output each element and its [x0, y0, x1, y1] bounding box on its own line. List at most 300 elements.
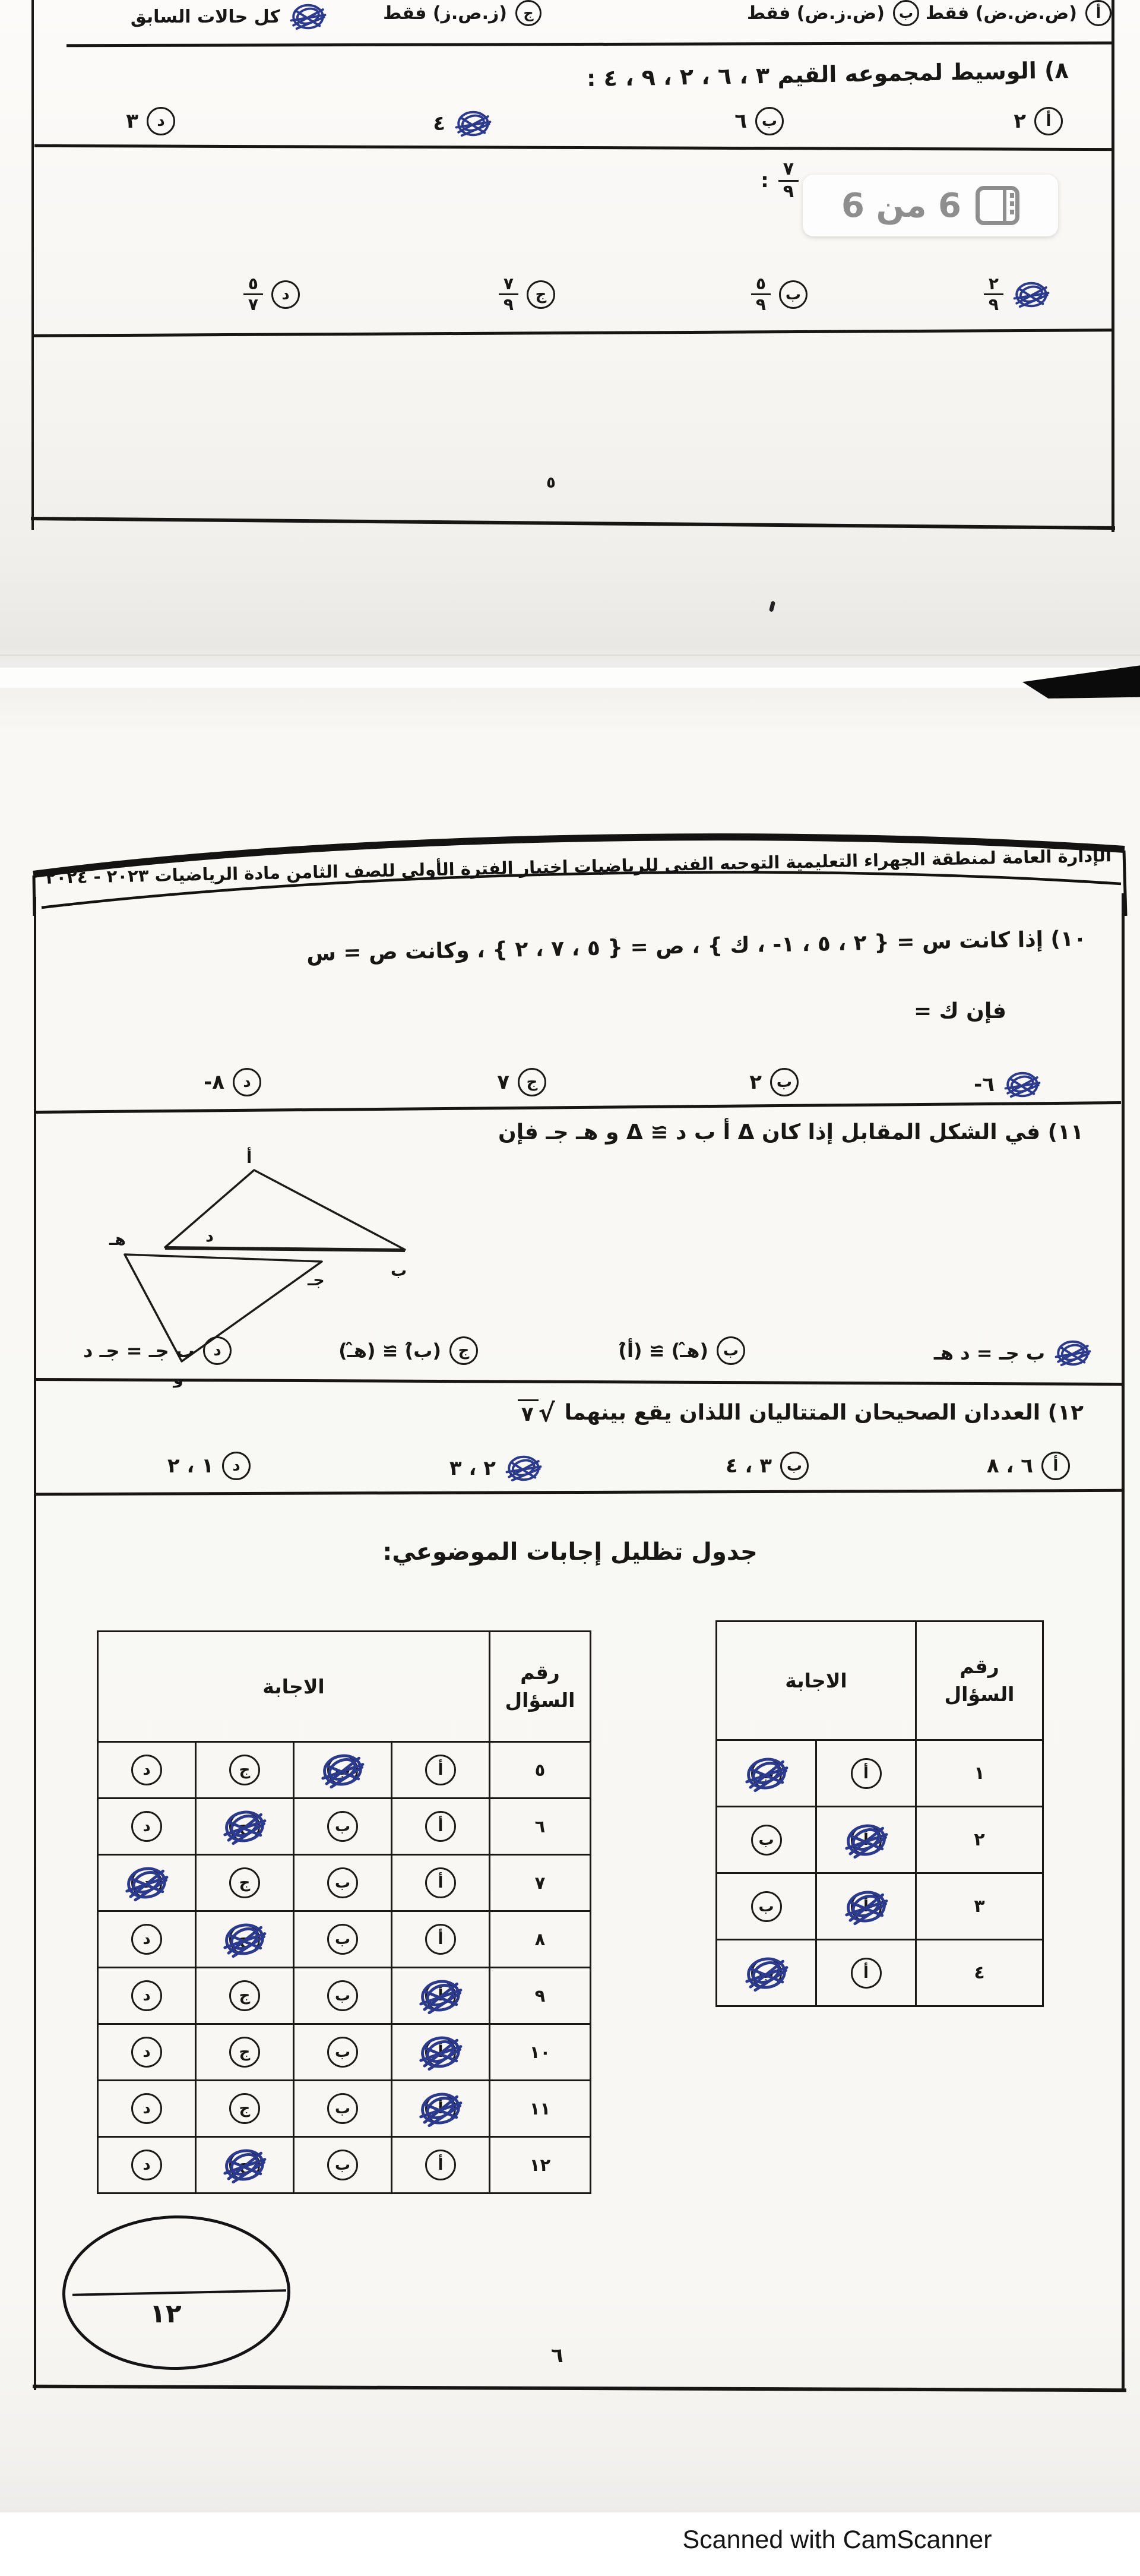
choice-letter-circle — [131, 1755, 162, 1785]
answer-row — [98, 1968, 591, 2024]
choice-letter-circle — [717, 1336, 745, 1365]
choice-letter: د — [142, 2156, 151, 2174]
choice-letter: ج — [239, 1930, 251, 1948]
choice-value: ٢ ، ٣ — [449, 1456, 496, 1480]
choice-value: كل حالات السابق — [130, 6, 280, 27]
choice-letter: أ — [863, 1964, 869, 1982]
question-10-text-2: فإن ك = — [913, 999, 1006, 1023]
choice-letter-circle — [229, 1867, 260, 1898]
fraction-denominator: ٩ — [755, 295, 766, 315]
choice-letter: ج — [239, 2043, 251, 2061]
choice-letter-circle — [518, 1068, 546, 1096]
choice-value: (ز.ص.ز) فقط — [383, 2, 507, 24]
pen-scribble-mark — [217, 2141, 273, 2189]
answer-cell — [294, 1911, 392, 1968]
mc-option-a — [934, 1336, 1092, 1370]
fraction-numerator: ٧ — [499, 274, 518, 295]
table-border-left — [31, 0, 34, 530]
choice-value: ٦- — [974, 1073, 995, 1096]
pen-scribble-mark — [739, 1749, 794, 1797]
choice-letter: ب — [334, 1987, 351, 2005]
choice-letter-circle — [327, 2150, 358, 2180]
fraction-value — [243, 274, 263, 314]
page-indicator-badge[interactable] — [803, 175, 1058, 236]
question-9-lead-fraction — [761, 159, 799, 202]
answer-cell — [98, 1855, 196, 1911]
question-8-text: ٨) الوسيط لمجموعه القيم ٣ ، ٦ ، ٢ ، ٩ ، ٤ : — [587, 57, 1069, 92]
fraction-value — [499, 274, 518, 314]
choice-letter: ب — [758, 1831, 774, 1849]
answer-cell — [717, 1940, 816, 2006]
choice-letter-circle — [233, 1068, 261, 1096]
vertex-label-dal: د — [205, 1227, 214, 1246]
answer-cell — [392, 1968, 490, 2024]
mc-option-j — [497, 1068, 546, 1096]
fraction-numerator: ٢ — [984, 274, 1003, 295]
mc-option-a — [987, 1452, 1070, 1480]
answer-cell — [816, 1807, 916, 1873]
mc-option-a — [926, 0, 1112, 26]
choice-letter: د — [142, 1987, 151, 2005]
answer-row — [98, 2137, 591, 2193]
pen-scribble-mark — [289, 0, 328, 33]
answer-cell — [196, 2137, 294, 2193]
choice-letter: أ — [438, 1987, 444, 2005]
choice-letter-circle — [131, 2037, 162, 2068]
answer-cell — [294, 2137, 392, 2193]
choice-letter: ب — [334, 1818, 351, 1835]
mc-option-d — [204, 1068, 261, 1096]
answer-cell — [196, 1911, 294, 1968]
answer-cell — [717, 1873, 816, 1940]
choice-value: ٢ — [749, 1070, 762, 1094]
question-number-cell: ٢ — [916, 1807, 1043, 1873]
pen-scribble-mark — [1003, 1068, 1042, 1101]
fraction-value — [751, 274, 771, 314]
question-number-cell: ١ — [916, 1740, 1043, 1807]
answer-cell — [196, 2081, 294, 2137]
answer-row — [717, 1873, 1043, 1940]
answer-cell — [196, 2024, 294, 2081]
answer-row — [98, 2081, 591, 2137]
choice-value: ١ ، ٢ — [167, 1454, 214, 1478]
answer-cell — [294, 1799, 392, 1855]
question-number-cell: ٤ — [916, 1940, 1043, 2006]
book-pages-icon — [976, 186, 1019, 225]
selected-answer-mark — [1053, 1336, 1092, 1370]
question-12-stem: ١٢) العددان الصحيحان المتتاليان اللذان يقع بينهما — [564, 1401, 1084, 1425]
choice-letter: أ — [863, 1764, 869, 1782]
choice-letter: د — [232, 1457, 240, 1475]
vertex-label-waw: و — [173, 1370, 183, 1388]
choice-letter: أ — [438, 1761, 444, 1779]
choice-letter-circle — [527, 280, 555, 309]
choice-letter: أ — [438, 2100, 444, 2117]
mc-option-b — [734, 107, 784, 135]
choice-letter: ب — [761, 112, 778, 130]
answer-cell — [98, 1799, 196, 1855]
mc-option-b — [749, 1068, 799, 1096]
mc-option-a — [974, 1068, 1042, 1101]
choice-value: (ه̂ـ) ≅ (أ̂) — [618, 1339, 708, 1362]
choice-letter-circle — [229, 2093, 260, 2124]
page-number: ٦ — [551, 2344, 563, 2368]
pen-scribble-mark — [1012, 278, 1051, 311]
answer-cell — [196, 1742, 294, 1799]
choice-letter-circle — [131, 1924, 162, 1955]
choice-letter-circle — [780, 1452, 809, 1480]
choice-letter-circle — [229, 1755, 260, 1785]
choice-letter: ج — [239, 1987, 251, 2005]
choice-letter-circle — [425, 1924, 456, 1955]
question-number-cell: ٧ — [490, 1855, 591, 1911]
page-crease — [0, 655, 1140, 656]
choice-letter: أ — [438, 1874, 444, 1892]
question-11-text: ١١) في الشكل المقابل إذا كان Δ أ ب د ≅ Δ و هـ جـ فإن — [498, 1120, 1084, 1145]
stray-page-mark: ٥ — [546, 474, 556, 492]
choice-letter-circle — [449, 1336, 478, 1365]
choice-letter-circle — [751, 1891, 782, 1922]
pen-scribble-mark — [315, 1746, 370, 1794]
mc-option-j — [449, 1452, 543, 1485]
answer-row — [98, 2024, 591, 2081]
choice-letter: ب — [898, 5, 914, 21]
pen-scribble-mark — [739, 1949, 794, 1997]
stray-ink-dot — [769, 600, 775, 612]
fraction-numerator: ٥ — [243, 274, 263, 295]
choice-letter-circle — [1034, 107, 1063, 135]
pen-scribble-mark — [454, 107, 493, 140]
radicand: ٧ — [518, 1399, 539, 1426]
choice-letter-circle — [147, 107, 175, 135]
choice-letter-circle — [425, 1867, 456, 1898]
choice-letter-circle — [271, 280, 300, 309]
choice-letter: د — [142, 1874, 151, 1892]
choice-letter: أ — [438, 2043, 444, 2061]
question-12-options-row — [0, 1452, 1140, 1498]
choice-letter-circle — [131, 1811, 162, 1842]
mc-option-b — [751, 274, 808, 314]
question-number-cell: ٥ — [490, 1742, 591, 1799]
vertex-label-ha: هـ — [109, 1231, 126, 1249]
radical-sign: √ — [538, 1398, 555, 1427]
selected-answer-mark — [289, 0, 328, 33]
answer-cell — [392, 1799, 490, 1855]
answer-cell — [816, 1940, 916, 2006]
choice-letter-circle — [131, 2150, 162, 2180]
choice-value: (ب̂) ≅ (ه̂ـ) — [338, 1339, 441, 1362]
answer-cell — [717, 1740, 816, 1807]
choice-letter-circle — [515, 0, 542, 26]
choice-letter-circle — [1085, 0, 1112, 26]
selected-answer-mark — [1012, 278, 1051, 311]
choice-letter: ج — [239, 2156, 251, 2174]
choice-value: ٤ — [433, 112, 445, 135]
question-8-options-row — [0, 107, 1140, 153]
choice-letter-circle — [327, 1980, 358, 2011]
mc-option-j — [383, 0, 542, 26]
pen-scribble-mark — [217, 1915, 273, 1963]
choice-letter: ج — [535, 285, 547, 304]
mc-option-d — [167, 1452, 251, 1480]
fraction-denominator: ٩ — [783, 181, 794, 202]
mc-option-b — [618, 1336, 745, 1365]
question-number-cell: ٩ — [490, 1968, 591, 2024]
pen-scribble-mark — [1053, 1336, 1092, 1370]
choice-letter: أ — [1053, 1457, 1059, 1475]
answer-cell — [98, 2024, 196, 2081]
choice-letter: أ — [438, 2156, 444, 2174]
row-divider — [33, 328, 1113, 337]
pen-scribble-mark — [413, 1971, 468, 2019]
answer-cell — [294, 2081, 392, 2137]
pen-scribble-mark — [838, 1882, 894, 1930]
selected-answer-mark — [1003, 1068, 1042, 1101]
pen-scribble-mark — [504, 1452, 543, 1485]
choice-letter: أ — [438, 1930, 444, 1948]
question-number-header: رقم السؤال — [916, 1622, 1043, 1740]
choice-value: ب جـ = جـ د — [83, 1339, 195, 1362]
answer-table-q5-12 — [97, 1630, 591, 2194]
colon: : — [761, 169, 769, 192]
question-number-cell: ٨ — [490, 1911, 591, 1968]
answer-cell — [196, 1968, 294, 2024]
pen-scribble-mark — [413, 2028, 468, 2076]
choice-letter-circle — [851, 1958, 882, 1989]
choice-letter: د — [142, 1818, 151, 1835]
choice-letter-circle — [425, 1755, 456, 1785]
choice-letter: ب — [334, 1930, 351, 1948]
mc-option-b — [747, 0, 919, 26]
mc-option-j — [499, 274, 555, 314]
answer-cell — [98, 2081, 196, 2137]
choice-letter: ب — [758, 1764, 774, 1782]
choice-letter: د — [142, 2043, 151, 2061]
choice-letter: أ — [438, 1818, 444, 1835]
choice-letter-circle — [425, 2150, 456, 2180]
answer-cell — [196, 1799, 294, 1855]
choice-letter-circle — [229, 2037, 260, 2068]
vertex-label-jeem: جـ — [308, 1271, 325, 1289]
pen-scribble-mark — [119, 1858, 175, 1907]
mc-option-a — [1014, 107, 1063, 135]
answer-row — [717, 1807, 1043, 1873]
answer-row — [98, 1799, 591, 1855]
choice-letter-circle — [229, 1980, 260, 2011]
choice-value: ٣ — [126, 109, 138, 133]
camscanner-footer — [0, 2512, 1140, 2576]
question-number-cell: ٦ — [490, 1799, 591, 1855]
choice-letter-circle — [222, 1452, 251, 1480]
answer-cell — [392, 1742, 490, 1799]
choice-letter-circle — [131, 2093, 162, 2124]
mc-option-j — [433, 107, 493, 140]
scanned-page-5 — [0, 0, 1140, 688]
answer-cell — [196, 1855, 294, 1911]
answer-row — [98, 1855, 591, 1911]
mc-option-d — [126, 107, 175, 135]
choice-letter: ج — [239, 1818, 251, 1835]
choice-value: ٢ — [1014, 109, 1026, 133]
page-indicator-label: 6 من 6 — [841, 186, 961, 225]
table-header-row — [98, 1632, 591, 1742]
pen-scribble-mark — [217, 1802, 273, 1850]
exam-header-line: الإدارة العامة لمنطقة الجهراء التعليمية التوجيه الفنى للرياضيات اختبار الفترة الأولى للصف الثامن مادة الرياضيات ٢٠٢٣ - ٢٠٢٤ — [45, 845, 1112, 888]
question-number-cell: ٣ — [916, 1873, 1043, 1940]
answer-cell — [392, 2024, 490, 2081]
choice-letter: ب — [334, 2100, 351, 2117]
choice-value: ٣ ، ٤ — [725, 1454, 772, 1478]
choice-letter: د — [281, 285, 290, 304]
choice-letter-circle — [203, 1336, 232, 1365]
pen-scribble-mark — [413, 2084, 468, 2132]
grade-value: ١٢ — [150, 2299, 182, 2329]
question-number-cell: ١١ — [490, 2081, 591, 2137]
question-10-text: ١٠) إذا كانت س = { ٢ ، ٥ ، ١- ، ك } ، ص = { ٥ ، ٧ ، ٢ } ، وكانت ص = س — [306, 927, 1087, 966]
question-11-options-row — [0, 1336, 1140, 1383]
choice-letter: ب — [786, 1457, 803, 1475]
fraction-numerator: ٧ — [778, 159, 799, 182]
answer-cell — [98, 1968, 196, 2024]
answer-row — [98, 1911, 591, 1968]
question-12-text — [518, 1399, 1084, 1426]
answer-cell — [294, 2024, 392, 2081]
answer-header: الاجابة — [98, 1632, 490, 1742]
choice-letter: ب — [723, 1342, 739, 1360]
table-header-row — [717, 1622, 1043, 1740]
answer-cell — [392, 2081, 490, 2137]
choice-letter-circle — [851, 1758, 882, 1789]
choice-letter-circle — [779, 280, 808, 309]
choice-letter-circle — [131, 1980, 162, 2011]
answer-header: الاجابة — [717, 1622, 916, 1740]
icon-dots — [1010, 193, 1014, 214]
icon-divider — [1003, 190, 1006, 221]
choice-letter: د — [157, 112, 165, 130]
mc-option-d — [83, 1336, 232, 1365]
answer-cell — [392, 1911, 490, 1968]
answer-cell — [392, 2137, 490, 2193]
choice-letter: ب — [334, 1874, 351, 1892]
fraction-denominator: ٧ — [248, 295, 258, 315]
table-border-bottom — [31, 517, 1115, 530]
answer-cell — [294, 1742, 392, 1799]
answer-cell — [816, 1873, 916, 1940]
choice-value: ٦ — [734, 109, 747, 133]
choice-letter: أ — [1046, 112, 1052, 130]
page-border-bottom — [33, 2385, 1126, 2392]
answer-row — [98, 1742, 591, 1799]
choice-letter-circle — [327, 2037, 358, 2068]
choice-letter: ج — [526, 1073, 538, 1091]
choice-letter-circle — [755, 107, 784, 135]
choice-letter-circle — [770, 1068, 799, 1096]
choice-letter: ج — [239, 1874, 251, 1892]
vertex-label-ba: ب — [391, 1262, 407, 1280]
choice-value: ٦ ، ٨ — [986, 1454, 1033, 1478]
choice-letter: ب — [776, 1073, 793, 1091]
question-10-options-row — [0, 1068, 1140, 1114]
choice-letter: د — [213, 1342, 221, 1360]
radical-expression — [518, 1399, 555, 1426]
scan-gap — [0, 668, 1140, 689]
choice-letter: د — [142, 1761, 151, 1779]
choice-letter-circle — [425, 1811, 456, 1842]
fraction-numerator: ٥ — [751, 274, 771, 295]
choice-letter: ب — [334, 1761, 351, 1779]
choice-value: (ض.ز.ض) فقط — [746, 2, 885, 24]
choice-letter-circle — [327, 1811, 358, 1842]
choice-letter: أ — [863, 1897, 869, 1916]
choice-letter: د — [142, 1930, 151, 1948]
answer-cell — [98, 1742, 196, 1799]
choice-letter: ب — [785, 285, 802, 304]
choice-letter-circle — [327, 1867, 358, 1898]
vertex-label-alef: أ — [246, 1149, 252, 1167]
answer-cell — [392, 1855, 490, 1911]
choice-letter: ب — [334, 2156, 351, 2174]
choice-letter: ج — [239, 2100, 251, 2117]
pen-scribble-mark — [838, 1816, 894, 1864]
fraction-denominator: ٩ — [503, 295, 514, 315]
selected-answer-mark — [454, 107, 493, 140]
answer-row — [717, 1740, 1043, 1807]
choice-letter: ج — [458, 1342, 470, 1360]
choice-value: ٨- — [204, 1070, 224, 1094]
selected-answer-mark — [504, 1452, 543, 1485]
choice-letter-circle — [327, 1924, 358, 1955]
answer-table-q1-4 — [715, 1620, 1044, 2007]
choice-letter-circle — [893, 0, 919, 26]
mc-option-d — [243, 274, 300, 314]
choice-letter-circle — [1041, 1452, 1070, 1480]
fraction-value — [778, 159, 799, 202]
choice-value: ب جـ = د هـ — [933, 1342, 1045, 1364]
question-9-options-row — [0, 274, 1140, 321]
answer-row — [717, 1940, 1043, 2006]
choice-letter: أ — [1095, 5, 1101, 21]
camscanner-watermark: Scanned with CamScanner — [682, 2526, 992, 2554]
answer-cell — [98, 2137, 196, 2193]
choice-letter: د — [142, 2100, 151, 2117]
choice-letter: أ — [863, 1831, 869, 1849]
choice-letter: ب — [334, 2043, 351, 2061]
answer-cell — [98, 1911, 196, 1968]
question-number-header: رقم السؤال — [490, 1632, 591, 1742]
mc-option-a — [984, 274, 1051, 314]
choice-letter: د — [243, 1073, 251, 1091]
choice-letter-circle — [327, 2093, 358, 2124]
choice-letter: ب — [758, 1897, 774, 1916]
choice-letter-circle — [751, 1825, 782, 1856]
answer-cell — [294, 1855, 392, 1911]
answer-cell — [816, 1740, 916, 1807]
fraction-value — [984, 274, 1003, 314]
choice-letter: ج — [239, 1761, 251, 1779]
mc-option-j — [338, 1336, 478, 1365]
page-border-right — [1122, 893, 1125, 2390]
page-border-left — [34, 897, 36, 2390]
question-number-cell: ١٠ — [490, 2024, 591, 2081]
answer-cell — [294, 1968, 392, 2024]
choice-value: ٧ — [497, 1070, 509, 1094]
table-border-right — [1112, 0, 1114, 532]
fraction-denominator: ٩ — [988, 295, 999, 315]
mc-option-b — [726, 1452, 809, 1480]
choice-value: (ض.ض.ض) فقط — [925, 2, 1077, 24]
answer-sheet-title: جدول تظليل إجابات الموضوعي: — [382, 1538, 758, 1566]
choice-letter: ب — [758, 1964, 774, 1982]
